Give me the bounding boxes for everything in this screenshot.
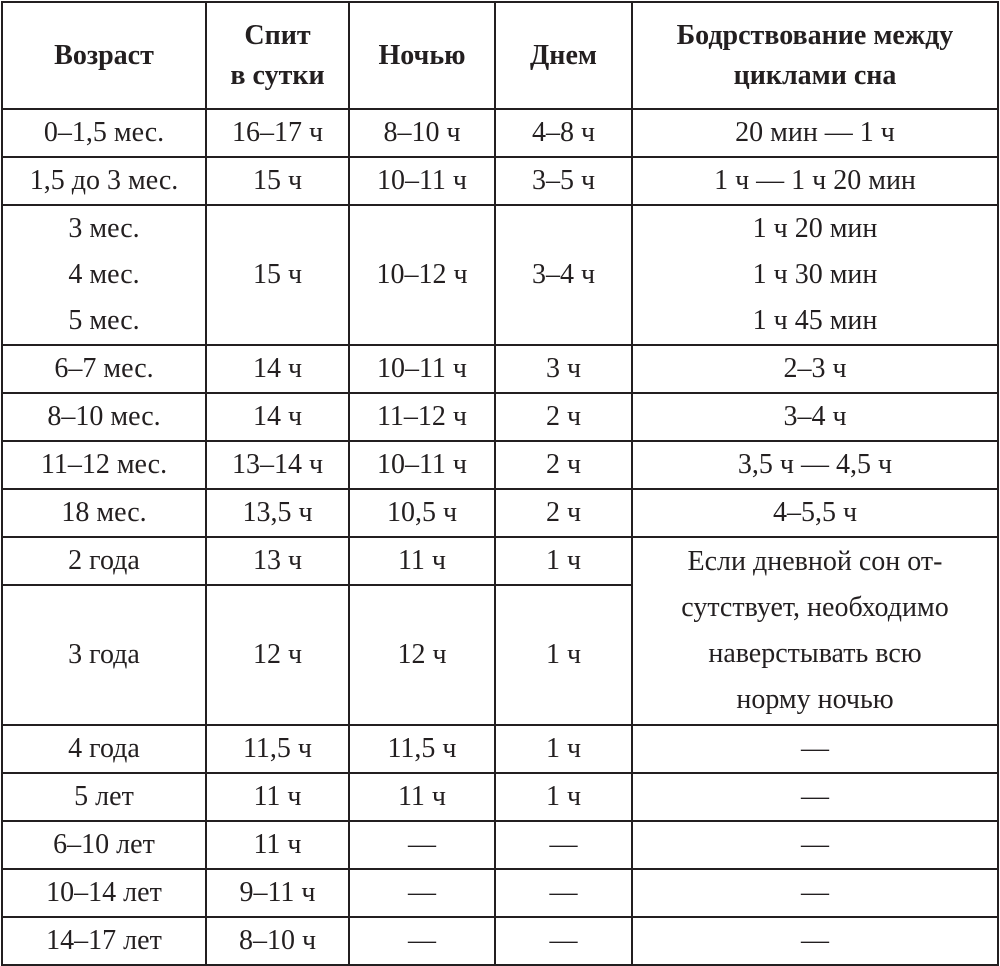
cell-age: 3 года — [2, 585, 206, 725]
header-day: Днем — [495, 2, 632, 109]
header-wake-line-1: Бодрствование между — [676, 19, 954, 51]
cell-night: 11,5 ч — [349, 725, 495, 773]
note-line: сутствует, необходимо — [681, 592, 949, 623]
cell-total: 13,5 ч — [206, 489, 349, 537]
cell-night: 10–12 ч — [349, 205, 495, 345]
cell-wake-line: 1 ч 45 мин — [752, 305, 878, 336]
cell-day: — — [495, 821, 632, 869]
table-row — [2, 725, 998, 773]
cell-age: 4 года — [2, 725, 206, 773]
cell-night: 11–12 ч — [349, 393, 495, 441]
header-total-line-1: Спит — [244, 19, 311, 51]
cell-day: 1 ч — [495, 585, 632, 725]
table-row — [2, 773, 998, 821]
cell-age-line: 5 мес. — [68, 305, 140, 336]
cell-day: 3–4 ч — [495, 205, 632, 345]
note-line: норму ночью — [736, 684, 894, 715]
cell-wake: — — [632, 773, 998, 821]
cell-age: 6–10 лет — [2, 821, 206, 869]
table-row — [2, 345, 998, 393]
cell-age-line: 4 мес. — [68, 259, 140, 290]
cell-wake: 3,5 ч — 4,5 ч — [632, 441, 998, 489]
table-row — [2, 537, 998, 585]
table-row — [2, 205, 998, 345]
cell-day: 1 ч — [495, 773, 632, 821]
cell-night: 10–11 ч — [349, 345, 495, 393]
table-row — [2, 157, 998, 205]
cell-day: 1 ч — [495, 725, 632, 773]
header-total-sleep — [206, 2, 349, 109]
header-row — [2, 2, 998, 109]
cell-total: 14 ч — [206, 345, 349, 393]
table-row — [2, 393, 998, 441]
cell-age: 2 года — [2, 537, 206, 585]
cell-wake-note — [632, 537, 998, 725]
cell-night: — — [349, 869, 495, 917]
cell-night: 10–11 ч — [349, 441, 495, 489]
cell-night: 11 ч — [349, 773, 495, 821]
cell-age-line: 3 мес. — [68, 213, 140, 244]
sleep-norms-table — [1, 1, 999, 966]
cell-age: 1,5 до 3 мес. — [2, 157, 206, 205]
cell-total: 11 ч — [206, 773, 349, 821]
cell-wake: 20 мин — 1 ч — [632, 109, 998, 157]
cell-wake: 1 ч — 1 ч 20 мин — [632, 157, 998, 205]
cell-age: 6–7 мес. — [2, 345, 206, 393]
cell-night: 12 ч — [349, 585, 495, 725]
table-row — [2, 489, 998, 537]
header-total-line-2: в сутки — [230, 59, 325, 91]
cell-day: 1 ч — [495, 537, 632, 585]
cell-total: 9–11 ч — [206, 869, 349, 917]
cell-day: 2 ч — [495, 393, 632, 441]
cell-day: 3–5 ч — [495, 157, 632, 205]
cell-day: — — [495, 917, 632, 965]
cell-wake-line: 1 ч 20 мин — [752, 213, 878, 244]
cell-night: 10–11 ч — [349, 157, 495, 205]
cell-night: — — [349, 917, 495, 965]
cell-age: 11–12 мес. — [2, 441, 206, 489]
cell-total: 13–14 ч — [206, 441, 349, 489]
cell-wake: — — [632, 917, 998, 965]
cell-age — [2, 205, 206, 345]
cell-wake: — — [632, 725, 998, 773]
cell-total: 15 ч — [206, 157, 349, 205]
note-line: Если дневной сон от- — [687, 546, 943, 577]
cell-total: 11,5 ч — [206, 725, 349, 773]
cell-age: 0–1,5 мес. — [2, 109, 206, 157]
cell-age: 5 лет — [2, 773, 206, 821]
cell-day: 3 ч — [495, 345, 632, 393]
cell-wake: — — [632, 821, 998, 869]
cell-total: 14 ч — [206, 393, 349, 441]
table-row — [2, 441, 998, 489]
cell-day: 2 ч — [495, 441, 632, 489]
cell-total: 15 ч — [206, 205, 349, 345]
cell-total: 13 ч — [206, 537, 349, 585]
cell-total: 16–17 ч — [206, 109, 349, 157]
header-night: Ночью — [349, 2, 495, 109]
cell-age: 18 мес. — [2, 489, 206, 537]
note-line: наверстывать всю — [708, 638, 922, 669]
table-row — [2, 917, 998, 965]
cell-age: 10–14 лет — [2, 869, 206, 917]
cell-wake: — — [632, 869, 998, 917]
table-row — [2, 109, 998, 157]
cell-age: 8–10 мес. — [2, 393, 206, 441]
cell-day: — — [495, 869, 632, 917]
header-wake-window — [632, 2, 998, 109]
cell-night: 10,5 ч — [349, 489, 495, 537]
cell-wake: 2–3 ч — [632, 345, 998, 393]
cell-total: 8–10 ч — [206, 917, 349, 965]
header-wake-line-2: циклами сна — [733, 59, 897, 91]
cell-night: — — [349, 821, 495, 869]
cell-wake: 3–4 ч — [632, 393, 998, 441]
cell-wake — [632, 205, 998, 345]
table-row — [2, 821, 998, 869]
cell-night: 8–10 ч — [349, 109, 495, 157]
cell-total: 11 ч — [206, 821, 349, 869]
cell-day: 2 ч — [495, 489, 632, 537]
cell-wake: 4–5,5 ч — [632, 489, 998, 537]
cell-wake-line: 1 ч 30 мин — [752, 259, 878, 290]
cell-night: 11 ч — [349, 537, 495, 585]
header-age: Возраст — [2, 2, 206, 109]
cell-age: 14–17 лет — [2, 917, 206, 965]
cell-total: 12 ч — [206, 585, 349, 725]
cell-day: 4–8 ч — [495, 109, 632, 157]
table-row — [2, 869, 998, 917]
